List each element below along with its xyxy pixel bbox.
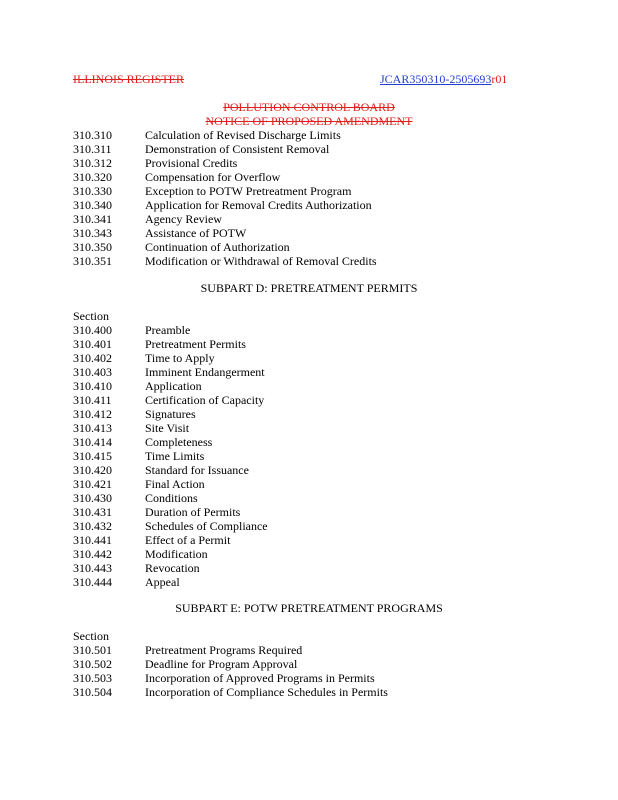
- section-title: Compensation for Overflow: [145, 170, 281, 184]
- section-number: 310.411: [73, 393, 112, 407]
- section-number: 310.310: [73, 128, 112, 142]
- subpart-d-heading: SUBPART D: PRETREATMENT PERMITS: [200, 281, 418, 295]
- section-title: Certification of Capacity: [145, 393, 265, 407]
- section-title: Pretreatment Programs Required: [145, 643, 303, 657]
- list-item: [73, 435, 553, 449]
- section-title: Standard for Issuance: [145, 463, 249, 477]
- section-number: 310.351: [73, 254, 112, 268]
- list-item: [73, 212, 553, 226]
- section-title: Revocation: [145, 561, 200, 575]
- section-title: Incorporation of Approved Programs in Permits: [145, 671, 375, 685]
- section-label: Section: [73, 309, 109, 323]
- section-title: Demonstration of Consistent Removal: [145, 142, 330, 156]
- section-title: Modification: [145, 547, 208, 561]
- section-title: Duration of Permits: [145, 505, 241, 519]
- section-title: Schedules of Compliance: [145, 519, 268, 533]
- list-item: [73, 421, 553, 435]
- list-item: [73, 533, 553, 547]
- section-title: Site Visit: [145, 421, 190, 435]
- list-item: [73, 142, 553, 156]
- register-header: ILLINOIS REGISTER: [73, 72, 184, 86]
- section-number: 310.432: [73, 519, 112, 533]
- list-item: [73, 685, 553, 699]
- subpart-e-list: [73, 643, 553, 699]
- section-title: Provisional Credits: [145, 156, 238, 170]
- section-number: 310.431: [73, 505, 112, 519]
- section-label: Section: [73, 629, 109, 643]
- section-number: 310.340: [73, 198, 112, 212]
- list-item: [73, 407, 553, 421]
- section-number: 310.442: [73, 547, 112, 561]
- list-item: [73, 643, 553, 657]
- list-item: [73, 351, 553, 365]
- section-number: 310.350: [73, 240, 112, 254]
- list-item: [73, 505, 553, 519]
- section-number: 310.320: [73, 170, 112, 184]
- list-item: [73, 323, 553, 337]
- section-number: 310.341: [73, 212, 112, 226]
- section-number: 310.430: [73, 491, 112, 505]
- jcar-suffix: r01: [491, 72, 508, 86]
- list-item: [73, 463, 553, 477]
- section-title: Completeness: [145, 435, 213, 449]
- list-item: [73, 477, 553, 491]
- section-title: Pretreatment Permits: [145, 337, 246, 351]
- list-item: [73, 156, 553, 170]
- section-number: 310.412: [73, 407, 112, 421]
- list-item: [73, 184, 553, 198]
- section-number: 310.443: [73, 561, 112, 575]
- section-title: Modification or Withdrawal of Removal Credits: [145, 254, 377, 268]
- section-title: Incorporation of Compliance Schedules in Permits: [145, 685, 388, 699]
- section-number: 310.444: [73, 575, 112, 589]
- section-title: Assistance of POTW: [145, 226, 247, 240]
- section-number: 310.502: [73, 657, 112, 671]
- list-item: [73, 547, 553, 561]
- list-item: [73, 337, 553, 351]
- section-number: 310.501: [73, 643, 112, 657]
- section-number: 310.415: [73, 449, 112, 463]
- list-item: [73, 170, 553, 184]
- section-number: 310.413: [73, 421, 112, 435]
- list-item: [73, 519, 553, 533]
- jcar-link[interactable]: JCAR350310-2505693: [380, 72, 492, 86]
- jcar-reference: [380, 72, 507, 87]
- section-number: 310.312: [73, 156, 112, 170]
- section-title: Agency Review: [145, 212, 222, 226]
- list-item: [73, 365, 553, 379]
- section-title: Conditions: [145, 491, 198, 505]
- section-title: Calculation of Revised Discharge Limits: [145, 128, 341, 142]
- section-title: Imminent Endangerment: [145, 365, 265, 379]
- section-title: Time to Apply: [145, 351, 215, 365]
- section-number: 310.402: [73, 351, 112, 365]
- section-title: Effect of a Permit: [145, 533, 231, 547]
- list-item: [73, 128, 553, 142]
- list-item: [73, 561, 553, 575]
- list-item: [73, 254, 553, 268]
- section-title: Preamble: [145, 323, 191, 337]
- section-number: 310.421: [73, 477, 112, 491]
- list-item: [73, 379, 553, 393]
- subpart-e-heading: SUBPART E: POTW PRETREATMENT PROGRAMS: [175, 601, 443, 615]
- section-number: 310.503: [73, 671, 112, 685]
- list-item: [73, 240, 553, 254]
- section-number: 310.330: [73, 184, 112, 198]
- list-item: [73, 449, 553, 463]
- section-number: 310.403: [73, 365, 112, 379]
- list-item: [73, 198, 553, 212]
- list-item: [73, 671, 553, 685]
- board-heading: [0, 100, 618, 128]
- section-number: 310.400: [73, 323, 112, 337]
- subpart-d-list: [73, 323, 553, 589]
- section-number: 310.311: [73, 142, 112, 156]
- section-number: 310.414: [73, 435, 112, 449]
- list-item: [73, 657, 553, 671]
- section-title: Signatures: [145, 407, 196, 421]
- section-title: Appeal: [145, 575, 180, 589]
- section-title: Time Limits: [145, 449, 205, 463]
- subpart-c-list: [73, 128, 553, 268]
- section-title: Deadline for Program Approval: [145, 657, 298, 671]
- notice-title: NOTICE OF PROPOSED AMENDMENT: [205, 114, 413, 128]
- board-name: POLLUTION CONTROL BOARD: [223, 100, 395, 114]
- section-number: 310.420: [73, 463, 112, 477]
- section-number: 310.441: [73, 533, 112, 547]
- list-item: [73, 393, 553, 407]
- list-item: [73, 491, 553, 505]
- section-number: 310.504: [73, 685, 112, 699]
- section-title: Continuation of Authorization: [145, 240, 290, 254]
- section-number: 310.343: [73, 226, 112, 240]
- list-item: [73, 575, 553, 589]
- section-number: 310.401: [73, 337, 112, 351]
- section-title: Final Action: [145, 477, 205, 491]
- section-number: 310.410: [73, 379, 112, 393]
- section-title: Application: [145, 379, 202, 393]
- section-title: Exception to POTW Pretreatment Program: [145, 184, 352, 198]
- list-item: [73, 226, 553, 240]
- section-title: Application for Removal Credits Authorization: [145, 198, 372, 212]
